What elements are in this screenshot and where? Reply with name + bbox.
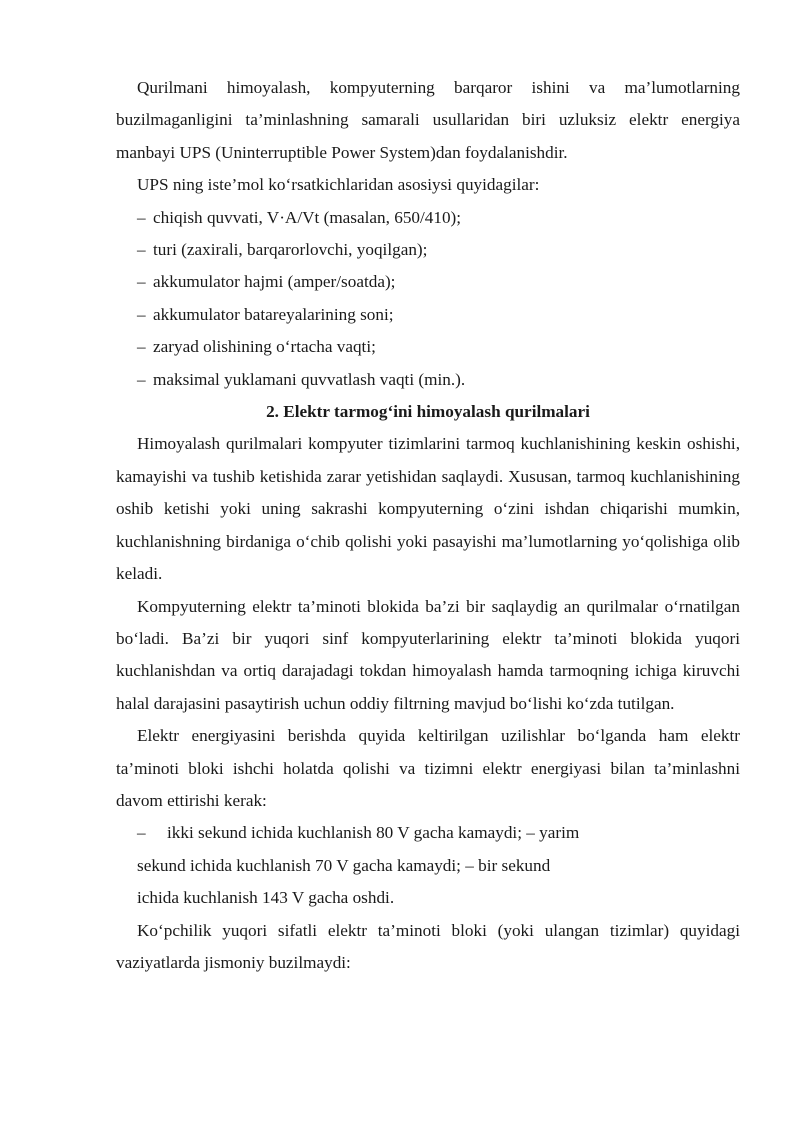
paragraph-power-block: Kompyuterning elektr ta’minoti blokida ba’zi bir saqlaydig an qurilmalar o‘rnatilgan bo‘ladi. Ba’zi bir yuqori sinf kompyuterlarining elektr ta’minoti blokida yuqori kuchlanishdan va ortiq darajadagi tokdan himoyalash hamda tarmoqning ichiga kiruvchi halal darajasini pasaytirish uchun oddiy filtrning mavjud bo‘lishi ko‘zda tutilgan. <box>116 596 740 713</box>
list-item-text: maksimal yuklamani quvvatlash vaqti (min.). <box>153 369 466 389</box>
list-dash: – <box>137 304 146 324</box>
ups-indicators-list <box>116 202 740 396</box>
paragraph-interruptions: Elektr energiyasini berishda quyida keltirilgan uzilishlar bo‘lganda ham elektr ta’minoti bloki ishchi holatda qolishi va tizimni elektr energiyasi bilan ta’minlashni davom ettirishi kerak: <box>116 726 740 810</box>
list-dash: – <box>137 240 146 260</box>
document-page <box>116 72 740 979</box>
paragraph-high-quality-power: Ko‘pchilik yuqori sifatli elektr ta’minoti bloki (yoki ulangan tizimlar) quyidagi vaziyatlarda jismoniy buzilmaydi: <box>116 920 740 972</box>
list-dash: – <box>137 272 146 292</box>
list-item-text: chiqish quvvati, V·A/Vt (masalan, 650/410); <box>153 207 462 227</box>
list-item-text: turi (zaxirali, barqarorlovchi, yoqilgan); <box>153 240 428 260</box>
list-item <box>116 202 740 234</box>
list-item-text: akkumulator batareyalarining soni; <box>153 304 394 324</box>
list-dash: – <box>137 823 146 843</box>
list-dash: – <box>137 337 146 357</box>
list-item-continuation: sekund ichida kuchlanish 70 V gacha kamaydi; – bir sekund <box>137 855 551 875</box>
section-heading: 2. Elektr tarmog‘ini himoyalash qurilmalari <box>266 402 590 422</box>
paragraph-protection-devices: Himoyalash qurilmalari kompyuter tizimlarini tarmoq kuchlanishining keskin oshishi, kamayishi va tushib ketishida zarar yetishidan saqlaydi. Xususan, tarmoq kuchlanishining oshib ketishi yoki uning sakrashi kompyuterning o‘zini ishdan chiqarishi mumkin, kuchlanishning birdaniga o‘chib qolishi yoki pasayishi ma’lumotlarning yo‘qolishiga olib keladi. <box>116 434 740 584</box>
list-item <box>116 234 740 266</box>
list-item-text: ikki sekund ichida kuchlanish 80 V gacha kamaydi; – yarim <box>167 823 580 843</box>
list-item-continuation: ichida kuchlanish 143 V gacha oshdi. <box>137 888 395 908</box>
list-item <box>116 817 740 849</box>
list-item <box>116 266 740 298</box>
list-dash: – <box>137 369 146 389</box>
list-item <box>116 299 740 331</box>
list-item <box>116 364 740 396</box>
paragraph-ups-indicators: UPS ning iste’mol ko‘rsatkichlaridan asosiysi quyidagilar: <box>137 175 540 195</box>
list-dash: – <box>137 207 146 227</box>
voltage-conditions <box>116 817 740 914</box>
list-item-text: zaryad olishining o‘rtacha vaqti; <box>153 337 376 357</box>
list-item <box>116 331 740 363</box>
paragraph-ups-intro: Qurilmani himoyalash, kompyuterning barqaror ishini va ma’lumotlarning buzilmaganligini ta’minlashning samarali usullaridan biri uzluksiz elektr energiya manbayi UPS (Uninterruptible Power System)dan foydalanishdir. <box>116 78 740 162</box>
list-item-text: akkumulator hajmi (amper/soatda); <box>153 272 396 292</box>
